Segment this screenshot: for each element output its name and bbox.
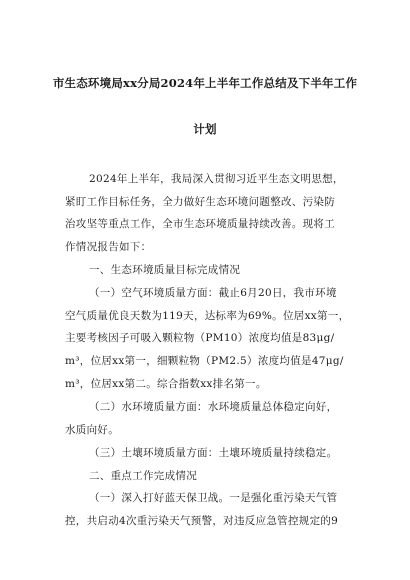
paragraph-line: （三）土壤环境质量方面：土壤环境质量持续稳定。 xyxy=(89,447,338,459)
section-heading: 一、生态环境质量目标完成情况 xyxy=(89,264,241,276)
paragraph-line: （二）水环境质量方面：水环境质量总体稳定向好， xyxy=(89,401,338,413)
section-heading: 二、重点工作完成情况 xyxy=(89,470,197,482)
paragraph-line: 空气质量优良天数为119天，达标率为69%。位居xx第一， xyxy=(65,310,350,322)
paragraph-line: （一）深入打好蓝天保卫战。一是强化重污染天气管 xyxy=(89,492,338,504)
paragraph-line: m³，位居xx第一，细颗粒物（PM2.5）浓度均值是47μg/ xyxy=(65,355,344,367)
paragraph-line: 2024年上半年，我局深入贯彻习近平生态文明思想， xyxy=(89,173,344,185)
paragraph-line: 控，共启动4次重污染天气预警，对违反应急管控规定的9 xyxy=(65,515,339,527)
paragraph-line: m³，位居xx第二。综合指数xx排名第一。 xyxy=(65,378,267,390)
document-title-line-1: 市生态环境局xx分局2024年上半年工作总结及下半年工作 xyxy=(52,76,358,90)
paragraph-line: 水质向好。 xyxy=(65,424,119,436)
paragraph-line: 主要考核因子可吸入颗粒物（PM10）浓度均值是83μg/ xyxy=(65,332,335,344)
paragraph-line: 紧盯工作目标任务，全力做好生态环境问题整改、污染防 xyxy=(65,196,335,208)
document-title-line-2: 计划 xyxy=(193,122,217,136)
paragraph-line: 作情况报告如下： xyxy=(65,241,152,253)
paragraph-line: （一）空气环境质量方面：截止6月20日，我市环境 xyxy=(89,287,337,299)
paragraph-line: 治攻坚等重点工作，全市生态环境质量持续改善。现将工 xyxy=(65,218,335,230)
